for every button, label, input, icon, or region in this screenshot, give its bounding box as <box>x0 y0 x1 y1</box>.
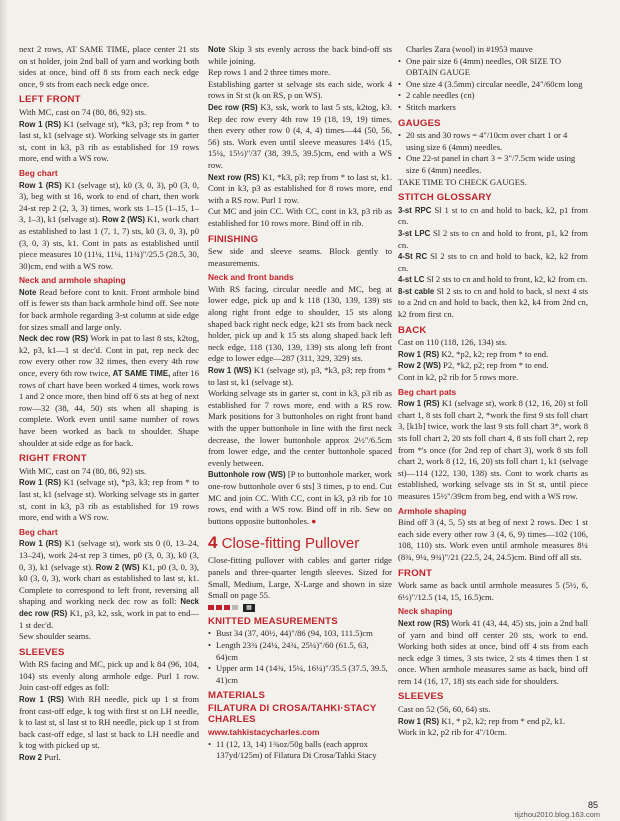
c2-next-text: K1, *k3, p3; rep from * to last st, k1. Cont in k3, p3 as established for 8 rows more, end with a RS row. Purl 1 row. <box>208 171 392 205</box>
sleeves-intro: With RS facing and MC, pick up and k 84 (96, 104, 104) sts evenly along armhole edge. Purl 1 row. Join cast-off edges as foll: <box>19 659 199 693</box>
glossary-def: Sl 2 sts to cn and hold to front, p1, k2 from cn. <box>398 227 588 250</box>
sl-row1-text: With RH needle, pick up 1 st from front cast-off edge, k tog with first st on LH needle, k to last st, sl last st to RH needle, pick up 1 st from back cast-off edge, sl last st back to LH needle and k tog with picked up st. <box>19 694 199 751</box>
beg-chart2-heading: Beg chart <box>19 526 58 537</box>
glossary-def: Sl 2 sts to cn and hold to back, k2, k2 from cn. <box>398 251 588 273</box>
lf-row1-text: K1 (selvage st), *k3, p3; rep from * to last st, k1 (selvage st). Working selvage sts in garter st, cont in k3, p3 rib as established for 19 rows more, end with a WS row. <box>19 118 200 164</box>
neck-dec-paragraph <box>19 333 199 449</box>
glossary-item <box>398 205 588 228</box>
rc-neck-label: Neck dec row (RS) <box>19 597 199 618</box>
rc-row2-label: Row 2 (WS) <box>95 562 140 572</box>
filatura-heading: FILATURA DI CROSA/TAHKI·STACY CHARLES <box>208 702 377 726</box>
buttonhole-row <box>208 469 392 527</box>
glossary-term: 4-st LC <box>398 275 425 285</box>
chart-icon: ▦ <box>243 604 255 612</box>
back-row1-label: Row 1 (RS) <box>398 349 440 359</box>
tools-list <box>398 56 588 114</box>
skill-level-indicator <box>208 604 392 612</box>
c3-sleeves-rib: Work in k2, p2 rib for 4"/10cm. <box>398 727 507 738</box>
lf-cast-on: With MC, cast on 74 (80, 86, 92) sts. <box>19 106 147 117</box>
bh-text: [P to buttonhole marker, work one-row buttonhole over 6 sts] 3 times, p to end. Cut MC and join CC. With CC, cont in k3, p3 rib for 10 rows, end with a WS row. Bind off in rib. Sew on buttons opposite buttonholes. <box>208 469 392 526</box>
bc-row1-text: K1 (selvage st), k0 (3, 0, 3), p0 (3, 0, 3), beg with st 16, work to end of chart, then work 24-st rep 2 (2, 3, 3) times, work sts 1–15 (1–15, 1–3, 1–3), k1 (selvage st). <box>19 179 199 225</box>
neck-dec-text2: after 16 rows of chart have been worked 4 times, work rows 1 and 2 once more, then bind off 6 sts at beg of next row—32 (38, 44, 50) sts when all shaping is complete. Work even until same number of rows have been worked as back to shoulder. Shape shoulder at side edge as for back. <box>19 368 199 448</box>
tool-needles: • One pair size 6 (4mm) needles, OR SIZE TO OBTAIN GAUGE <box>398 56 588 79</box>
bcp-row1-text: K1 (selvage st), work 8 (12, 16, 20) st foll chart 1, 8 sts foll chart 2, *work the first 9 sts foll chart 3, [k1b] twice, work the last 9 sts foll chart 3*, work 8 sts foll chart 2, 20 sts foll chart 4, 8 sts foll chart 2, rep from *'s once (for 2nd rep of chart 3), work 8 sts foll chart 2, work 8 (12, 16, 20) sts foll chart 1, k1 (selvage st)—114 (122, 130, 138) sts. Cont to work charts as established, working selvage sts in St st, until piece measures 15½"/39cm from beg, end with a WS row. <box>398 398 589 501</box>
materials-yarn: • 11 (12, 13, 14) 1¾oz/50g balls (each approx 137yd/125m) of Filatura Di Crosa/Tahki Stacy <box>208 739 392 762</box>
pattern-intro: Close-fitting pullover with cables and garter ridge panels and three-quarter length sleeves. Sized for Small, Medium, Large, X-Large and shown in size Small on page 55. <box>208 555 392 601</box>
sl-row2-label: Row 2 <box>19 753 42 763</box>
binding-shadow <box>0 0 8 821</box>
neck-armhole-heading: Neck and armhole shaping <box>19 275 126 286</box>
skill-square-4 <box>232 605 238 610</box>
right-front-heading: RIGHT FRONT <box>19 453 87 465</box>
c3-sleeves-cast-on: Cast on 52 (56, 60, 64) sts. <box>398 704 491 715</box>
back-row1 <box>398 349 588 361</box>
glossary-term: 3-st LPC <box>398 228 431 238</box>
measurements-list <box>208 628 392 686</box>
page-number: 85 <box>587 800 598 810</box>
bcp-row1 <box>398 398 588 502</box>
pattern-title-text: Close-fitting Pullover <box>221 535 360 553</box>
tool-circular: • One size 4 (3.5mm) circular needle, 24"/60cm long <box>398 79 588 91</box>
armhole-text: Bind off 3 (4, 5, 5) sts at beg of next 2 rows. Dec 1 st each side every other row 3 (4, 6, 9) times—102 (106, 108, 110) sts. Work even until armhole measures 8¼ (8¾, 9¼, 9¾)"/21 (22.5, 24, 24.5)cm. Bind off all sts. <box>398 517 588 562</box>
rf-row1-text: K1 (selvage st), *p3, k3; rep from * to last st, k1 (selvage st). Working selvage sts in garter st, cont in k3, p3 rib as established for 19 rows more, end with a WS row. <box>19 477 200 523</box>
note-label: Note <box>19 287 37 297</box>
skill-square-3 <box>224 605 230 610</box>
ns-text: Work 41 (43, 44, 45) sts, join a 2nd ball of yarn and bind off center 20 sts, work to end. Working both sides at once, bind off 4 sts from each neck edge 3 times, 3 sts twice, 2 sts 4 times then 1 st once. When armhole measures same as back, bind off rem 14 (16, 17, 18) sts each side for shoulders. <box>398 617 588 686</box>
neck-dec-text: Work in pat to last 8 sts, k2tog, k2, p3, k1—1 st dec'd. Cont in pat, rep neck dec row every other row 32 times, then every 4th row once, every 6th row twice, <box>19 333 200 379</box>
glossary-def: Sl 2 sts to cn and hold to front, k2, k2 from cn. <box>426 274 588 285</box>
c2-next-label: Next row (RS) <box>208 172 260 182</box>
bh-label: Buttonhole row (WS) <box>208 470 286 480</box>
glossary-item <box>398 274 588 286</box>
c2-p3: Cut MC and join CC. With CC, cont in k3, p3 rib as established for 10 rows more. Bind off in rib. <box>208 206 392 228</box>
pattern-title <box>208 535 392 552</box>
sl-row2-text: Purl. <box>44 752 61 763</box>
back-rib: Cont in k2, p2 rib for 5 rows more. <box>398 372 519 383</box>
rc-row1-text: K1 (selvage st), work sts 0 (0, 13–24, 13–24), work 24-st rep 3 times, p0 (3, 0, 3), k0 (3, 0, 3), k1 (selvage st). <box>19 538 200 572</box>
nb-row1-label: Row 1 (WS) <box>208 366 252 376</box>
glossary-term: 4-St RC <box>398 252 428 262</box>
note-text: Read before cont to knit. Front armhole bind off is fewer sts than back armhole bind off. See note for back armhole regarding 3-st column at side edge for sizes small and large only. <box>19 286 199 332</box>
armhole-heading: Armhole shaping <box>398 505 467 516</box>
neck-shaping-text <box>398 618 588 688</box>
c2-dec-text: K3, ssk, work to last 5 sts, k2tog, k3. Rep dec row every 4th row 19 (18, 19, 19) times, then every other row 0 (4, 4, 4) times—44 (50, 56, 56) sts. Work even until sleeve measures 14½ (15, 15¼, 15½)"/37 (38, 39.5, 39.5)cm, end with a WS row. <box>208 101 392 170</box>
back-row2-label: Row 2 (WS) <box>398 361 441 371</box>
skill-square-2 <box>216 605 222 610</box>
finishing-text: Sew side and sleeve seams. Block gently to measurements. <box>208 246 392 268</box>
website-link[interactable]: www.tahkistacycharles.com <box>208 727 320 738</box>
bcp-row1-label: Row 1 (RS) <box>398 399 440 409</box>
back-cast-on: Cast on 110 (118, 126, 134) sts. <box>398 337 507 348</box>
materials-list <box>208 739 392 762</box>
rf-cast-on: With MC, cast on 74 (80, 86, 92) sts. <box>19 465 147 476</box>
measurement-bust: • Bust 34 (37, 40½, 44)"/86 (94, 103, 111.5)cm <box>208 628 392 640</box>
glossary-term: 3-st RPC <box>398 205 432 215</box>
take-time: TAKE TIME TO CHECK GAUGES. <box>398 176 527 187</box>
nb-row1-text: K1 (selvage st), p3, *k3, p3; rep from * to last st, k1 (selvage st). <box>208 365 392 387</box>
lf-row1-label: Row 1 (RS) <box>19 119 62 129</box>
nb-text: With RS facing, circular needle and MC, beg at lower edge, pick up and k 118 (130, 139, 139) sts along right front edge to shoulder, 15 sts along shaped back right neck edge, k21 sts from back neck holder, pick up and k 15 sts along shaped back left neck edge, 118 (130, 139, 139) sts along left front edge to lower edge—287 (311, 329, 329) sts. <box>208 283 392 364</box>
tool-markers: • Stitch markers <box>398 102 588 114</box>
gauges-list <box>398 130 588 176</box>
rc-rows <box>19 538 199 631</box>
front-heading: FRONT <box>398 567 433 579</box>
c2-note-text: Skip 3 sts evenly across the back bind-off sts while joining. <box>208 44 392 66</box>
knitted-measurements-heading: KNITTED MEASUREMENTS <box>208 615 338 627</box>
tool-cable-needles: • 2 cable needles (cn) <box>398 90 588 102</box>
sl-row1-label: Row 1 (RS) <box>19 695 64 705</box>
column-2 <box>208 44 392 762</box>
front-text: Work same as back until armhole measures 5 (5½, 6, 6½)"/12.5 (14, 15, 16.5)cm. <box>398 580 588 602</box>
c3-sl-row1-label: Row 1 (RS) <box>398 716 440 726</box>
c2-p1: Rep rows 1 and 2 three times more. <box>208 67 331 78</box>
intro-paragraph: next 2 rows, AT SAME TIME, place center 21 sts on st holder, join 2nd ball of yarn and working both sides at once, bind off 8 sts from each neck edge once, 9 sts from each neck edge once. <box>19 44 199 89</box>
stitch-glossary-heading: STITCH GLOSSARY <box>398 192 492 204</box>
c2-dec <box>208 102 392 172</box>
glossary-term: 8-st cable <box>398 286 435 296</box>
beg-chart-heading: Beg chart <box>19 167 58 178</box>
column-1 <box>19 44 199 764</box>
neck-dec-label: Neck dec row (RS) <box>19 334 89 344</box>
glossary-item <box>398 251 588 274</box>
rc-row1-label: Row 1 (RS) <box>19 539 62 549</box>
pattern-number: 4 <box>208 533 218 553</box>
gauges-heading: GAUGES <box>398 117 441 129</box>
materials-heading: MATERIALS <box>208 690 266 702</box>
finishing-heading: FINISHING <box>208 233 259 245</box>
glossary-def: Sl 2 sts to cn and hold to back, sl next 4 sts to a 2nd cn and hold to back, then k2, k4 from 2nd cn, k2 from first cn. <box>398 285 588 320</box>
c2-note <box>208 44 392 67</box>
sew-shoulder: Sew shoulder seams. <box>19 631 91 642</box>
ns-label: Next row (RS) <box>398 618 450 628</box>
c2-p2: Establishing garter st selvage sts each side, work 4 rows in St st (k on RS, p on WS). <box>208 78 392 101</box>
bc-row2-text: K1, work chart as established to last 1 (7, 1, 7) sts, k0 (3, 0, 3), p0 (3, 0, 3) sts, k1. Cont in pats as established until piece measures 10 (11¼, 11¼, 11¾)"/25.5 (28.5, 30, 30)cm, end with a WS row. <box>19 214 199 271</box>
c3-sleeves-row1 <box>398 716 588 728</box>
bc-row1-label: Row 1 (RS) <box>19 180 62 190</box>
gauge-2: • One 22-st panel in chart 3 = 3"/7.5cm wide using size 6 (4mm) needles. <box>398 153 588 176</box>
bc-rows <box>19 180 199 273</box>
note-paragraph <box>19 287 199 333</box>
left-front-heading: LEFT FRONT <box>19 94 81 106</box>
back-heading: BACK <box>398 324 427 336</box>
rc-row2-text: K1, p0 (3, 0, 3), k0 (3, 0, 3), work chart as established to last st, k1. Complete to correspond to left front, reversing all shaping and working neck dec row as foll: <box>19 561 199 607</box>
glossary-def: Sl 1 st to cn and hold to back, k2, p1 from cn. <box>398 204 588 227</box>
c2-next <box>208 172 392 207</box>
measurement-length: • Length 23¾ (24¼, 24¾, 25¼)"/60 (61.5, 63, 64)cm <box>208 640 392 663</box>
beg-chart-pats-heading: Beg chart pats <box>398 386 457 397</box>
measurement-upper-arm: • Upper arm 14 (14¾, 15¼, 16¼)"/35.5 (37.5, 39.5, 41)cm <box>208 663 392 686</box>
nb-text2: Working selvage sts in garter st, cont in k3, p3 rib as established for 7 rows more, end with a RS row. Mark positions for 3 buttonholes on right front band with the upper buttonhole in line with the first neck decrease, the lower buttonhole approx 2½"/6.5cm from lower edge, and the center buttonhole spaced evenly between. <box>208 388 392 468</box>
at-same-time: AT SAME TIME, <box>112 369 171 379</box>
c2-note-label: Note <box>208 45 226 54</box>
back-row1-text: K2, *p2, k2; rep from * to end. <box>441 348 549 359</box>
rc-neck-text: K1, p3, k2, ssk, work in pat to end—1 st dec'd. <box>19 607 199 630</box>
c2-dec-label: Dec row (RS) <box>208 102 258 112</box>
bc-row2-label: Row 2 (WS) <box>102 215 146 225</box>
watermark: tijzhou2010.blog.163.com <box>514 810 600 819</box>
sleeves-heading: SLEEVES <box>19 646 65 658</box>
column-3 <box>398 44 588 739</box>
rf-row1 <box>19 477 199 523</box>
sleeves-row1 <box>19 694 199 752</box>
glossary-item <box>398 228 588 251</box>
back-row2 <box>398 360 588 372</box>
sleeves-row2 <box>19 752 199 764</box>
lf-row1 <box>19 119 199 165</box>
neck-bands-heading: Neck and front bands <box>208 272 294 283</box>
rf-row1-label: Row 1 (RS) <box>19 478 62 488</box>
skill-square-1 <box>208 605 214 610</box>
neck-shaping-heading: Neck shaping <box>398 606 453 617</box>
materials-continued: Charles Zara (wool) in #1953 mauve <box>406 44 533 54</box>
c3-sl-row1-text: K1, * p2, k2; rep from * end p2, k1. <box>441 715 566 726</box>
gauge-1: • 20 sts and 30 rows = 4"/10cm over chart 1 or 4 using size 6 (4mm) needles. <box>398 130 588 153</box>
c3-sleeves-heading: SLEEVES <box>398 691 444 703</box>
glossary-item <box>398 286 588 321</box>
back-row2-text: P2, *k2, p2; rep from * to end. <box>443 360 549 371</box>
end-mark-icon: ● <box>311 515 317 526</box>
nb-row1 <box>208 365 392 388</box>
